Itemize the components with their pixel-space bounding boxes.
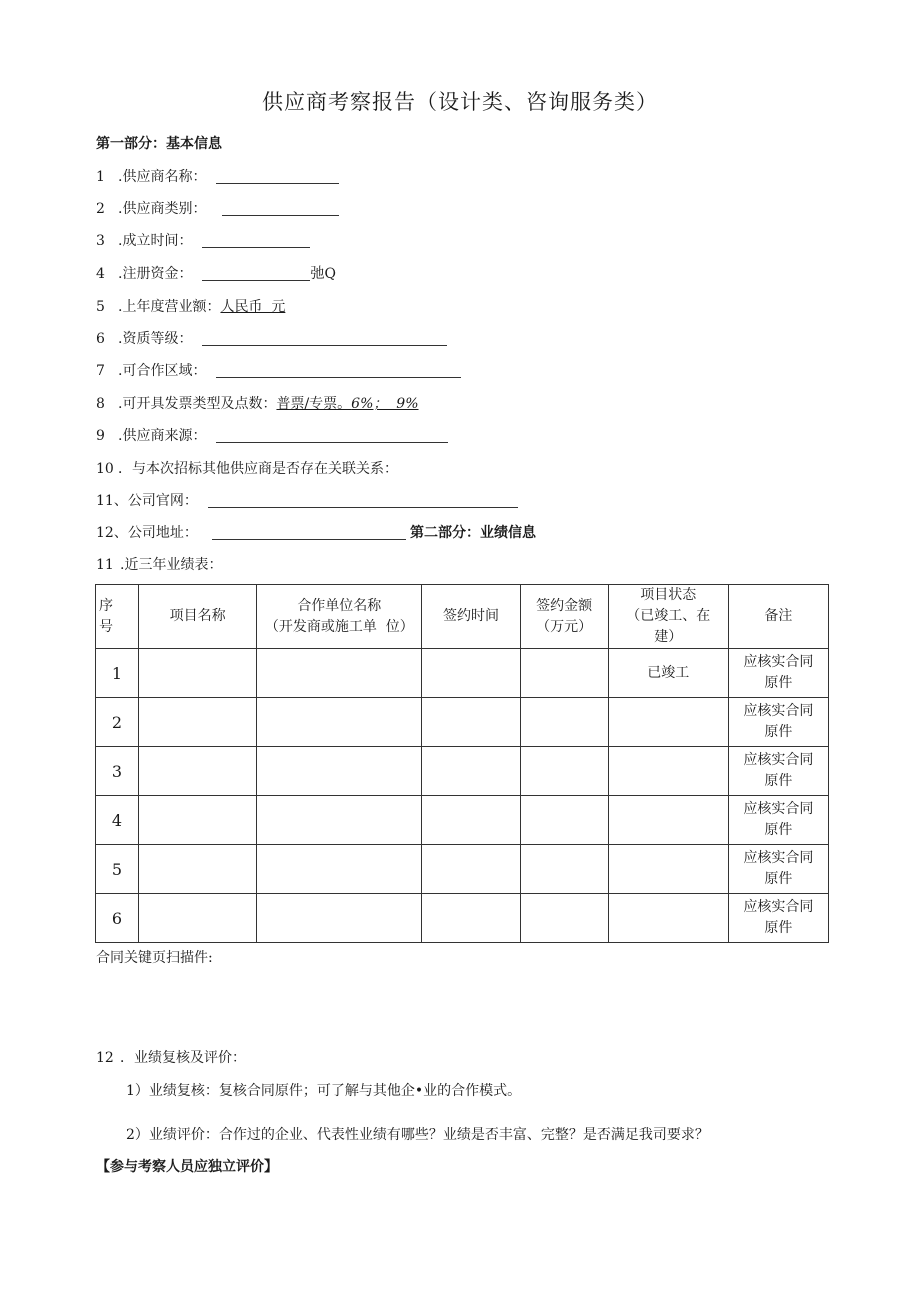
cell-status[interactable]: 已竣工 — [608, 649, 728, 698]
field-label: .供应商类别： — [118, 201, 207, 217]
header-amount: 签约金额 （万元） — [520, 585, 608, 649]
table-header-row — [96, 585, 829, 649]
invoice-type-value[interactable] — [276, 396, 418, 412]
field-supplier-category — [96, 198, 339, 218]
cell-amount[interactable] — [520, 649, 608, 698]
cell-seq: 4 — [96, 796, 139, 845]
cell-sign-time[interactable] — [422, 796, 520, 845]
qualification-level-blank[interactable] — [202, 331, 447, 346]
field-label: .供应商来源： — [118, 428, 207, 444]
cell-amount[interactable] — [520, 796, 608, 845]
item-number: 12、 — [96, 525, 128, 541]
item-number: 1 — [96, 169, 105, 185]
table-row — [96, 649, 829, 698]
page-title: 供应商考察报告（设计类、咨询服务类） — [262, 90, 658, 114]
field-qualification-level — [96, 328, 447, 348]
cell-seq: 3 — [96, 747, 139, 796]
review-item-1: 1）业绩复核：复核合同原件；可了解与其他企•业的合作模式。 — [126, 1083, 522, 1099]
field-label: 公司地址： — [127, 525, 198, 541]
performance-table-intro — [96, 554, 222, 574]
field-label: .近三年业绩表： — [120, 557, 223, 573]
cell-project[interactable] — [139, 845, 257, 894]
field-label: ．与本次招标其他供应商是否存在关联关系： — [118, 461, 398, 477]
cell-status[interactable] — [608, 698, 728, 747]
item-number: 11 — [96, 557, 114, 573]
cell-partner[interactable] — [257, 649, 422, 698]
header-status: 项目状态 （已竣工、在 建） — [608, 585, 728, 649]
independent-evaluation-note: 【参与考察人员应独立评价】 — [96, 1159, 278, 1175]
cell-remark: 应核实合同 原件 — [728, 796, 828, 845]
company-website-blank[interactable] — [208, 493, 518, 508]
supplier-source-blank[interactable] — [216, 428, 448, 443]
field-label: .成立时间： — [118, 233, 193, 249]
cell-partner[interactable] — [257, 747, 422, 796]
cell-seq: 6 — [96, 894, 139, 943]
table-row — [96, 845, 829, 894]
cell-sign-time[interactable] — [422, 649, 520, 698]
section-heading-basic-info: 第一部分：基本信息 — [96, 136, 222, 152]
cell-seq: 1 — [96, 649, 139, 698]
cell-status[interactable] — [608, 796, 728, 845]
field-label: ．业绩复核及评价： — [120, 1050, 246, 1066]
field-label: .供应商名称： — [118, 169, 207, 185]
field-cooperation-region — [96, 360, 461, 380]
field-related-party — [96, 458, 398, 478]
cell-project[interactable] — [139, 649, 257, 698]
cooperation-region-blank[interactable] — [216, 363, 461, 378]
header-project-name: 项目名称 — [139, 585, 257, 649]
cell-seq: 5 — [96, 845, 139, 894]
company-address-blank[interactable] — [212, 525, 406, 540]
table-row — [96, 698, 829, 747]
item-number: 7 — [96, 363, 105, 379]
cell-status[interactable] — [608, 747, 728, 796]
cell-remark: 应核实合同 原件 — [728, 649, 828, 698]
cell-amount[interactable] — [520, 845, 608, 894]
cell-remark: 应核实合同 原件 — [728, 845, 828, 894]
field-supplier-name — [96, 166, 339, 186]
contract-scan-note: 合同关键页扫描件: — [96, 950, 213, 966]
cell-status[interactable] — [608, 845, 728, 894]
performance-review-heading — [96, 1047, 246, 1067]
cell-sign-time[interactable] — [422, 894, 520, 943]
item-number: 12 — [96, 1050, 114, 1066]
cell-amount[interactable] — [520, 747, 608, 796]
field-registered-capital — [96, 263, 336, 283]
item-number: 11、 — [96, 493, 128, 509]
item-number: 9 — [96, 428, 105, 444]
item-number: 8 — [96, 396, 105, 412]
header-partner: 合作单位名称 （开发商或施工单 位） — [257, 585, 422, 649]
table-row — [96, 796, 829, 845]
annual-revenue-value[interactable]: 人民币 元 — [220, 299, 286, 315]
item-number: 2 — [96, 201, 105, 217]
header-seq: 序 号 — [96, 585, 139, 649]
cell-sign-time[interactable] — [422, 845, 520, 894]
item-number: 5 — [96, 299, 105, 315]
cell-project[interactable] — [139, 894, 257, 943]
cell-remark: 应核实合同 原件 — [728, 698, 828, 747]
cell-project[interactable] — [139, 698, 257, 747]
section-heading-performance: 第二部分：业绩信息 — [410, 525, 536, 541]
field-label: .资质等级： — [118, 331, 193, 347]
cell-project[interactable] — [139, 796, 257, 845]
item-number: 4 — [96, 266, 105, 282]
invoice-rates: 6%； 9% — [351, 396, 419, 412]
cell-amount[interactable] — [520, 698, 608, 747]
cell-partner[interactable] — [257, 894, 422, 943]
cell-sign-time[interactable] — [422, 747, 520, 796]
invoice-type-text: 普票/专票。 — [276, 396, 352, 412]
field-supplier-source — [96, 425, 448, 445]
cell-amount[interactable] — [520, 894, 608, 943]
table-row — [96, 894, 829, 943]
header-remark: 备注 — [728, 585, 828, 649]
cell-partner[interactable] — [257, 845, 422, 894]
cell-status[interactable] — [608, 894, 728, 943]
cell-remark: 应核实合同 原件 — [728, 894, 828, 943]
supplier-name-blank[interactable] — [216, 169, 339, 184]
founded-date-blank[interactable] — [202, 233, 310, 248]
supplier-category-blank[interactable] — [222, 201, 339, 216]
field-label: .可合作区域： — [118, 363, 207, 379]
cell-partner[interactable] — [257, 698, 422, 747]
field-company-address — [96, 522, 406, 542]
item-number: 3 — [96, 233, 105, 249]
cell-seq: 2 — [96, 698, 139, 747]
cell-remark: 应核实合同 原件 — [728, 747, 828, 796]
field-annual-revenue — [96, 296, 285, 316]
cell-partner[interactable] — [257, 796, 422, 845]
cell-sign-time[interactable] — [422, 698, 520, 747]
item-number: 10 — [96, 461, 114, 477]
registered-capital-blank[interactable] — [202, 266, 310, 281]
field-label: .可开具发票类型及点数： — [118, 396, 277, 412]
table-row — [96, 747, 829, 796]
field-label: .注册资金： — [118, 266, 193, 282]
field-founded-date — [96, 230, 310, 250]
header-sign-time: 签约时间 — [422, 585, 520, 649]
registered-capital-suffix: 弛Q — [310, 266, 336, 282]
review-item-2: 2）业绩评价：合作过的企业、代表性业绩有哪些？业绩是否丰富、完整？是否满足我司要求？ — [126, 1127, 709, 1143]
performance-table — [95, 584, 829, 943]
field-company-website — [96, 490, 518, 510]
cell-project[interactable] — [139, 747, 257, 796]
field-label: .上年度营业额： — [118, 299, 221, 315]
item-number: 6 — [96, 331, 105, 347]
field-invoice-type — [96, 393, 419, 413]
field-label: 公司官网： — [127, 493, 198, 509]
